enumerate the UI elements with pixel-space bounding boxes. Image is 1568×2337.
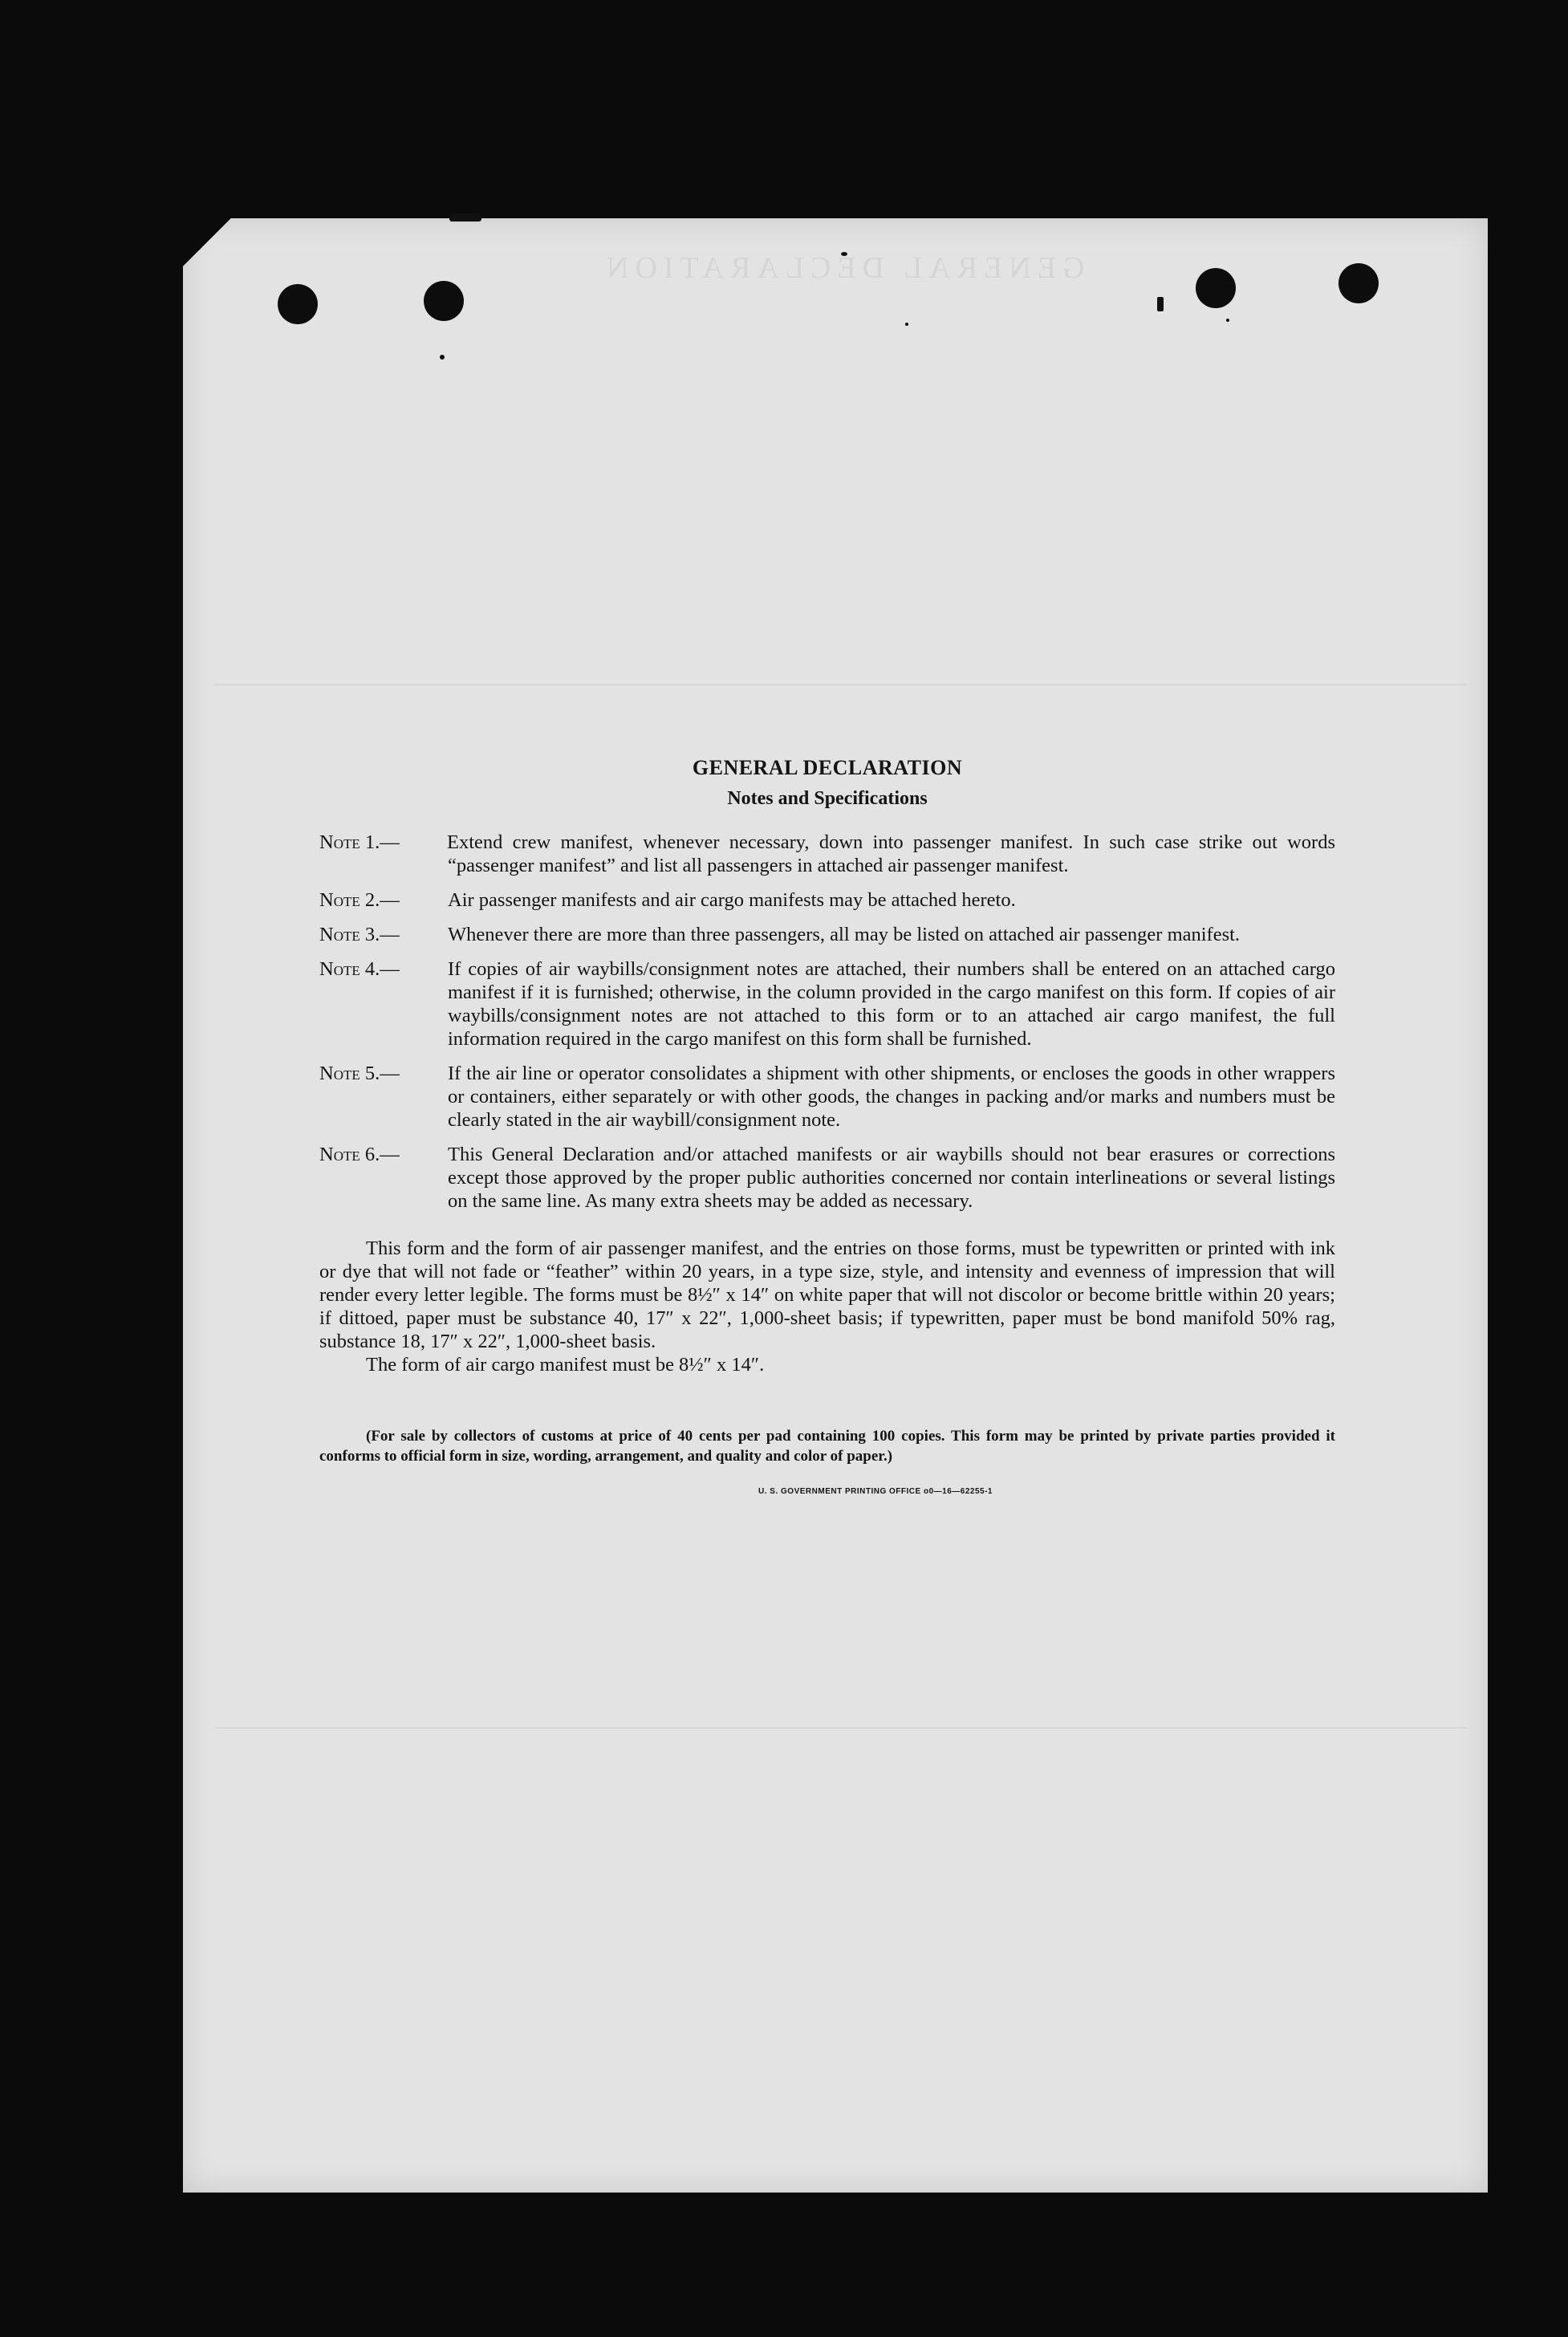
bleed-through-rule bbox=[215, 1727, 1467, 1729]
ink-speck bbox=[1226, 319, 1229, 322]
note-text: This General Declaration and/or attached manifests or air waybills should not bear erasures or corrections except those approved by the proper public authorities concerned nor contain interlineations or several listings on the same line. As many extra sheets may be added as necessary. bbox=[448, 1144, 1335, 1212]
note-label: Note 3.— bbox=[319, 924, 400, 945]
punch-hole bbox=[424, 281, 464, 321]
note-2 bbox=[319, 888, 1335, 912]
notes-section bbox=[319, 756, 1335, 1496]
note-text: Extend crew manifest, whenever necessary, down into passenger manifest. In such case strike out words “passenger manifest” and list all passengers in attached air passenger manifest. bbox=[447, 831, 1335, 876]
note-label: Note 1.— bbox=[319, 831, 400, 853]
printer-imprint: U. S. GOVERNMENT PRINTING OFFICE o0—16—62255-1 bbox=[758, 1487, 993, 1496]
punch-hole bbox=[278, 284, 318, 324]
form-requirements-paragraph: This form and the form of air passenger manifest, and the entries on those forms, must be typewritten or printed with ink or dye that will not fade or “feather” within 20 years, in a type size, style, and intensity and evenness of impression that will render every letter legible. The forms must be 8½″ x 14″ on white paper that will not discolor or become brittle within 20 years; if dittoed, paper must be substance 40, 17″ x 22″, 1,000-sheet basis; if typewritten, paper must be bond manifold 50% rag, substance 18, 17″ x 22″, 1,000-sheet basis. bbox=[319, 1238, 1335, 1352]
sale-notice: (For sale by collectors of customs at price of 40 cents per pad containing 100 copies. This form may be printed by private parties provided it conforms to official form in size, wording, arrangement, and quality and color of paper.) bbox=[319, 1428, 1335, 1465]
cargo-form-size-line: The form of air cargo manifest must be 8½″ x 14″. bbox=[366, 1354, 765, 1376]
note-text: Whenever there are more than three passengers, all may be listed on attached air passenger manifest. bbox=[448, 924, 1241, 945]
note-6 bbox=[319, 1143, 1335, 1213]
note-text: If the air line or operator consolidates a shipment with other shipments, or encloses the goods in other wrappers or containers, either separately or with other goods, the changes in packing and/or marks and numbers must be clearly stated in the air waybill/consignment note. bbox=[448, 1063, 1335, 1131]
punch-hole bbox=[1196, 268, 1236, 308]
note-text: If copies of air waybills/consignment notes are attached, their numbers shall be entered on an attached cargo manifest if it is furnished; otherwise, in the column provided in the cargo manifest on this form. If copies of air waybills/consignment notes are not attached to this form or to an attached air cargo manifest, the full information required in the cargo manifest on this form shall be furnished. bbox=[448, 958, 1335, 1050]
note-label: Note 6.— bbox=[319, 1144, 400, 1165]
note-label: Note 5.— bbox=[319, 1063, 400, 1084]
note-1 bbox=[319, 831, 1335, 877]
ink-speck bbox=[440, 355, 445, 360]
note-text: Air passenger manifests and air cargo manifests may be attached hereto. bbox=[448, 889, 1016, 911]
document-title: GENERAL DECLARATION bbox=[692, 756, 963, 779]
bleed-through-rule bbox=[215, 684, 1467, 685]
ink-speck bbox=[449, 213, 481, 222]
ink-speck bbox=[1157, 297, 1164, 311]
note-label: Note 2.— bbox=[319, 889, 400, 911]
ink-speck bbox=[905, 323, 908, 326]
document-page bbox=[183, 218, 1488, 2193]
punch-hole bbox=[1338, 263, 1379, 303]
note-3 bbox=[319, 923, 1335, 946]
document-subtitle: Notes and Specifications bbox=[727, 788, 928, 809]
note-5 bbox=[319, 1062, 1335, 1132]
note-4 bbox=[319, 957, 1335, 1051]
bleed-through-text: GENERAL DECLARATION bbox=[600, 251, 1085, 285]
note-label: Note 4.— bbox=[319, 958, 400, 980]
